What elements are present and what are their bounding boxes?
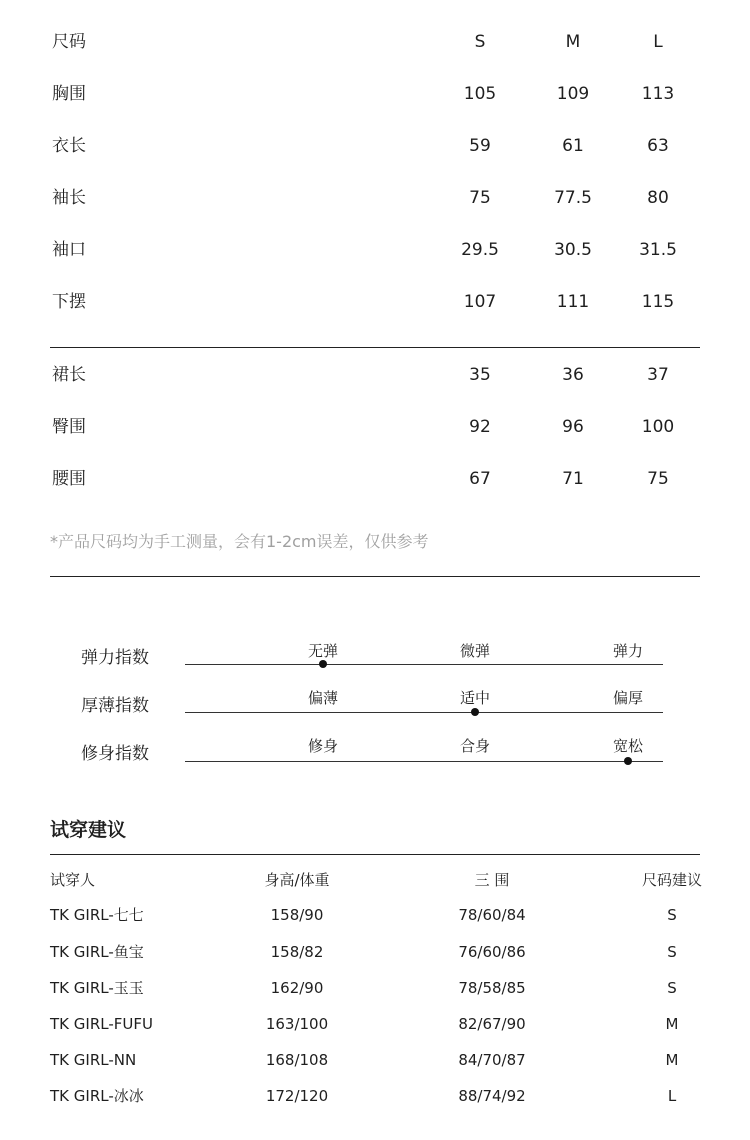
size-table-header	[0, 27, 750, 57]
index-option: 弹力	[612, 642, 643, 660]
height-weight: 163/100	[265, 1015, 329, 1033]
header-measurements: 三 围	[474, 871, 510, 889]
size-row-label: 臀围	[52, 417, 86, 437]
index-track	[185, 712, 663, 713]
index-option: 偏厚	[612, 689, 643, 707]
header-size-suggestion: 尺码建议	[641, 871, 702, 889]
size-cell-m: 77.5	[554, 188, 592, 208]
size-row	[0, 131, 750, 161]
measurement-note: *产品尺码均为手工测量，会有1-2cm误差，仅供参考	[50, 532, 429, 551]
size-cell-m: 36	[562, 365, 584, 385]
size-cell-l: 37	[647, 365, 669, 385]
index-option: 合身	[459, 737, 490, 755]
size-cell-m: 96	[562, 417, 584, 437]
size-header-l: L	[653, 32, 663, 52]
size-cell-m: 109	[556, 84, 590, 104]
index-track	[185, 761, 663, 762]
size-row	[0, 235, 750, 265]
size-cell-s: 75	[469, 188, 491, 208]
size-header-m: M	[565, 32, 581, 52]
size-cell-s: 59	[469, 136, 491, 156]
height-weight: 162/90	[270, 979, 324, 997]
size-row	[0, 79, 750, 109]
size-cell-s: 107	[463, 292, 497, 312]
height-weight: 168/108	[265, 1051, 329, 1069]
measurements: 76/60/86	[458, 943, 526, 961]
size-cell-s: 35	[469, 365, 491, 385]
size-cell-l: 63	[647, 136, 669, 156]
size-cell-s: 67	[469, 469, 491, 489]
size-table-divider	[50, 347, 700, 348]
size-row	[0, 360, 750, 390]
size-row	[0, 464, 750, 494]
size-row	[0, 412, 750, 442]
header-person: 试穿人	[50, 871, 96, 889]
size-cell-l: 100	[641, 417, 675, 437]
size-cell-s: 29.5	[461, 240, 499, 260]
suggested-size: S	[667, 943, 677, 961]
person-name: TK GIRL-NN	[50, 1051, 137, 1069]
height-weight: 158/82	[270, 943, 324, 961]
size-row	[0, 287, 750, 317]
suggested-size: M	[665, 1015, 679, 1033]
size-row-label: 裙长	[52, 365, 86, 385]
measurements: 78/60/84	[458, 906, 526, 924]
measurements: 82/67/90	[458, 1015, 526, 1033]
index-option: 偏薄	[307, 689, 338, 707]
try-on-row	[0, 1012, 750, 1036]
index-option: 微弹	[459, 642, 490, 660]
person-name: TK GIRL-冰冰	[50, 1087, 144, 1105]
person-name: TK GIRL-FUFU	[50, 1015, 153, 1033]
index-option: 宽松	[612, 737, 643, 755]
index-track	[185, 664, 663, 665]
try-on-header	[0, 868, 750, 892]
try-on-row	[0, 940, 750, 964]
index-label: 修身指数	[81, 744, 149, 764]
index-option: 无弹	[307, 642, 338, 660]
index-label: 厚薄指数	[81, 696, 149, 716]
size-cell-m: 30.5	[554, 240, 592, 260]
measurements: 78/58/85	[458, 979, 526, 997]
try-on-row	[0, 1084, 750, 1108]
size-cell-s: 92	[469, 417, 491, 437]
size-row-label: 衣长	[52, 136, 86, 156]
measurements: 88/74/92	[458, 1087, 526, 1105]
index-marker	[471, 708, 479, 716]
index-marker	[319, 660, 327, 668]
index-marker	[624, 757, 632, 765]
size-cell-l: 31.5	[639, 240, 677, 260]
size-cell-m: 71	[562, 469, 584, 489]
suggested-size: M	[665, 1051, 679, 1069]
section-divider	[50, 576, 700, 577]
try-on-row	[0, 1048, 750, 1072]
size-cell-m: 111	[556, 292, 590, 312]
measurements: 84/70/87	[458, 1051, 526, 1069]
suggested-size: S	[667, 979, 677, 997]
size-cell-m: 61	[562, 136, 584, 156]
index-option: 适中	[459, 689, 490, 707]
suggested-size: S	[667, 906, 677, 924]
size-cell-s: 105	[463, 84, 497, 104]
size-header-label: 尺码	[52, 32, 86, 52]
index-label: 弹力指数	[81, 648, 149, 668]
height-weight: 158/90	[270, 906, 324, 924]
size-row-label: 袖长	[52, 188, 86, 208]
person-name: TK GIRL-七七	[50, 906, 144, 924]
size-header-s: S	[474, 32, 486, 52]
try-on-row	[0, 976, 750, 1000]
size-cell-l: 75	[647, 469, 669, 489]
size-row-label: 胸围	[52, 84, 86, 104]
size-row-label: 下摆	[52, 292, 86, 312]
size-row-label: 腰围	[52, 469, 86, 489]
size-row	[0, 183, 750, 213]
header-height-weight: 身高/体重	[264, 871, 330, 889]
try-on-title: 试穿建议	[50, 819, 127, 841]
person-name: TK GIRL-玉玉	[50, 979, 144, 997]
index-option: 修身	[307, 737, 338, 755]
person-name: TK GIRL-鱼宝	[50, 943, 144, 961]
try-on-row	[0, 903, 750, 927]
height-weight: 172/120	[265, 1087, 329, 1105]
size-cell-l: 80	[647, 188, 669, 208]
try-on-divider	[50, 854, 700, 855]
suggested-size: L	[667, 1087, 677, 1105]
size-cell-l: 115	[641, 292, 675, 312]
size-row-label: 袖口	[52, 240, 86, 260]
size-cell-l: 113	[641, 84, 675, 104]
